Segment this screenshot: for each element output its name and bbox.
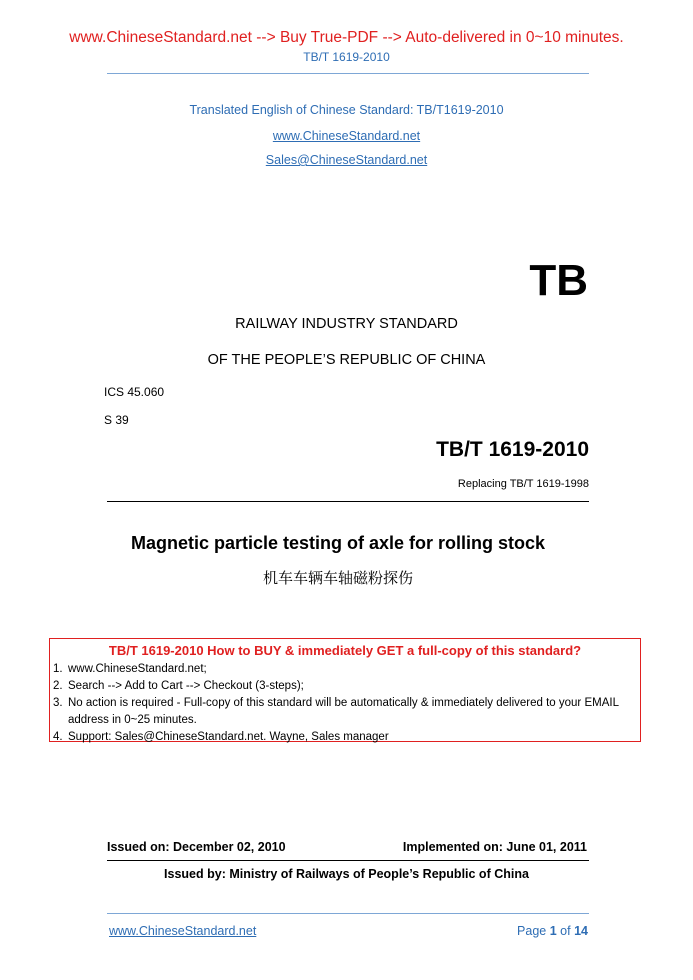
dates-divider <box>107 860 589 861</box>
step-number: 3. <box>53 697 63 709</box>
step-number: 2. <box>53 680 63 692</box>
ics-code: ICS 45.060 <box>104 385 165 399</box>
page-indicator <box>517 924 588 938</box>
sales-email-link[interactable]: Sales@ChineseStandard.net <box>265 153 428 167</box>
top-banner[interactable]: www.ChineseStandard.net --> Buy True-PDF --> Auto-delivered in 0~10 minutes. <box>69 29 624 46</box>
replacing-note: Replacing TB/T 1619-1998 <box>457 478 589 490</box>
page-total: 14 <box>574 924 588 938</box>
standard-title-line1: RAILWAY INDUSTRY STANDARD <box>235 316 458 332</box>
header-standard-id: TB/T 1619-2010 <box>303 50 390 64</box>
buy-steps-list <box>53 661 633 746</box>
buy-heading: TB/T 1619-2010 How to BUY & immediately GET a full-copy of this standard? <box>108 643 582 658</box>
page-current: 1 <box>549 924 557 938</box>
english-title: Magnetic particle testing of axle for rolling stock <box>130 533 546 553</box>
footer-website-link[interactable]: www.ChineseStandard.net <box>109 924 257 938</box>
website-link[interactable]: www.ChineseStandard.net <box>272 129 421 143</box>
buy-instructions-box <box>49 638 641 742</box>
list-item <box>53 661 633 678</box>
issued-by: Issued by: Ministry of Railways of People’s Republic of China <box>164 867 529 881</box>
step-number: 4. <box>53 731 63 743</box>
category-code: S 39 <box>104 413 129 427</box>
standard-number: TB/T 1619-2010 <box>436 438 589 461</box>
page-of: of <box>560 924 571 938</box>
implemented-on-date: Implemented on: June 01, 2011 <box>402 840 587 854</box>
translated-line: Translated English of Chinese Standard: TB/T1619-2010 <box>189 103 504 117</box>
list-item <box>53 729 633 746</box>
standard-title-line2: OF THE PEOPLE’S REPUBLIC OF CHINA <box>207 352 486 368</box>
step-text: Support: Sales@ChineseStandard.net. Wayne, Sales manager <box>68 731 389 743</box>
footer-divider <box>107 913 589 914</box>
title-divider <box>107 501 589 502</box>
list-item <box>53 678 633 695</box>
standard-mark: TB <box>529 256 588 305</box>
step-text: No action is required - Full-copy of this standard will be automatically & immediately delivered to your EMAIL address in 0~25 minutes. <box>68 697 619 726</box>
issued-on-date: Issued on: December 02, 2010 <box>107 840 286 854</box>
header-divider <box>107 73 589 74</box>
page-label: Page <box>517 924 547 938</box>
chinese-title: 机车车辆车轴磁粉探伤 <box>262 569 413 587</box>
list-item <box>53 695 633 729</box>
step-number: 1. <box>53 663 63 675</box>
step-text[interactable]: www.ChineseStandard.net; <box>68 663 207 675</box>
step-text: Search --> Add to Cart --> Checkout (3-steps); <box>68 680 304 692</box>
